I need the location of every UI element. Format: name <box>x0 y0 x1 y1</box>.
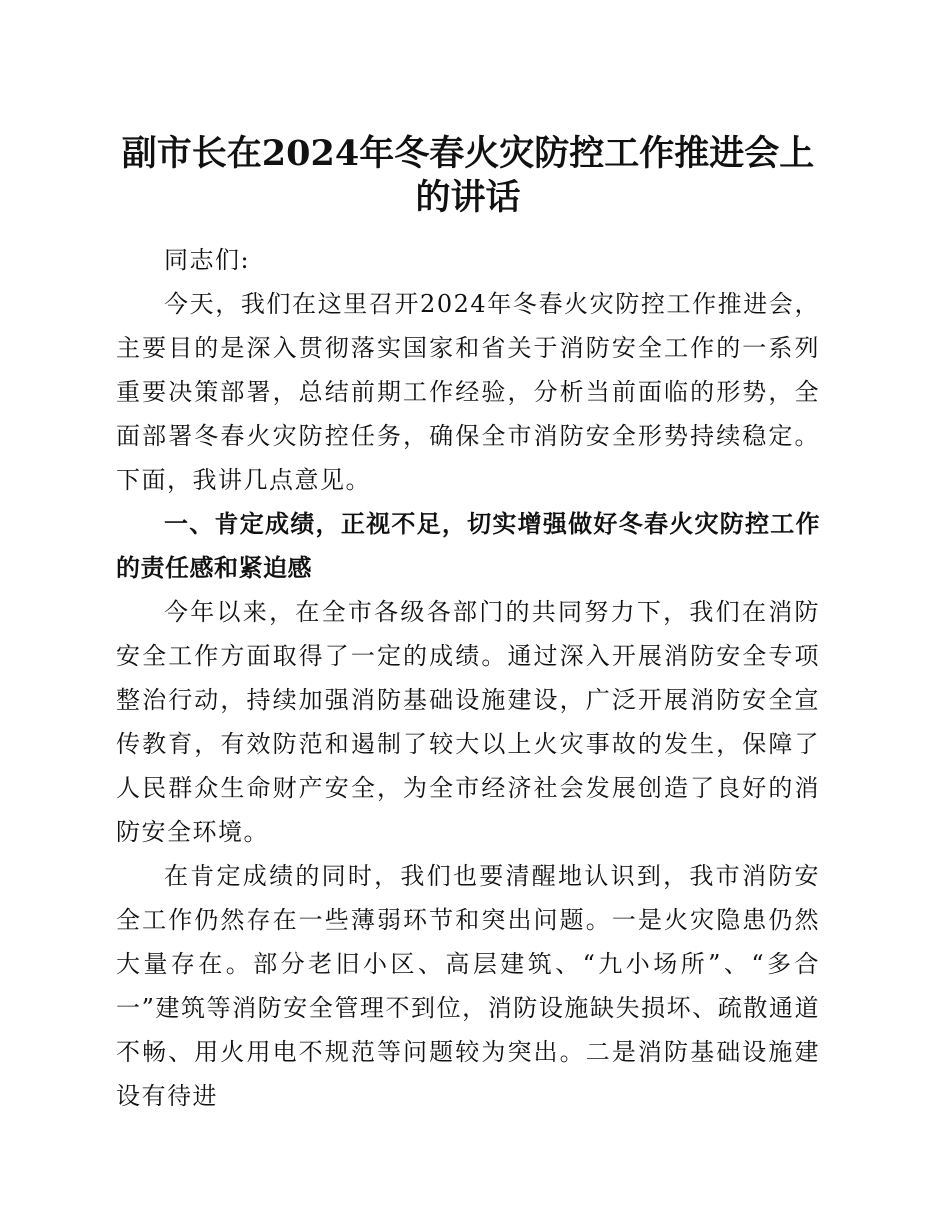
section-heading-1: 一、肯定成绩，正视不足，切实增强做好冬春火灾防控工作的责任感和紧迫感 <box>116 510 820 582</box>
salutation: 同志们: <box>164 246 251 274</box>
achievements-paragraph: 今年以来，在全市各级各部门的共同努力下，我们在消防安全工作方面取得了一定的成绩。通过深入开展消防安全专项整治行动，持续加强消防基础设施建设，广泛开展消防安全宣传教育，有效防范和遏制了较大以上火灾事故的发生，保障了人民群众生命财产安全，为全市经济社会发展创造了良好的消防安全环境。 <box>116 598 820 846</box>
intro-paragraph: 今天，我们在这里召开2024年冬春火灾防控工作推进会，主要目的是深入贯彻落实国家和省关于消防安全工作的一系列重要决策部署，总结前期工作经验，分析当前面临的形势，全面部署冬春火灾防控任务，确保全市消防安全形势持续稳定。下面，我讲几点意见。 <box>116 290 820 494</box>
document-page <box>116 132 820 1118</box>
document-body <box>116 238 820 1118</box>
document-title: 副市长在2024年冬春火灾防控工作推进会上的讲话 <box>121 133 815 218</box>
problems-paragraph: 在肯定成绩的同时，我们也要清醒地认识到，我市消防安全工作仍然存在一些薄弱环节和突出问题。一是火灾隐患仍然大量存在。部分老旧小区、高层建筑、“九小场所”、“多合一”建筑等消防安全管理不到位，消防设施缺失损坏、疏散通道不畅、用火用电不规范等问题较为突出。二是消防基础设施建设有待进 <box>116 862 820 1110</box>
